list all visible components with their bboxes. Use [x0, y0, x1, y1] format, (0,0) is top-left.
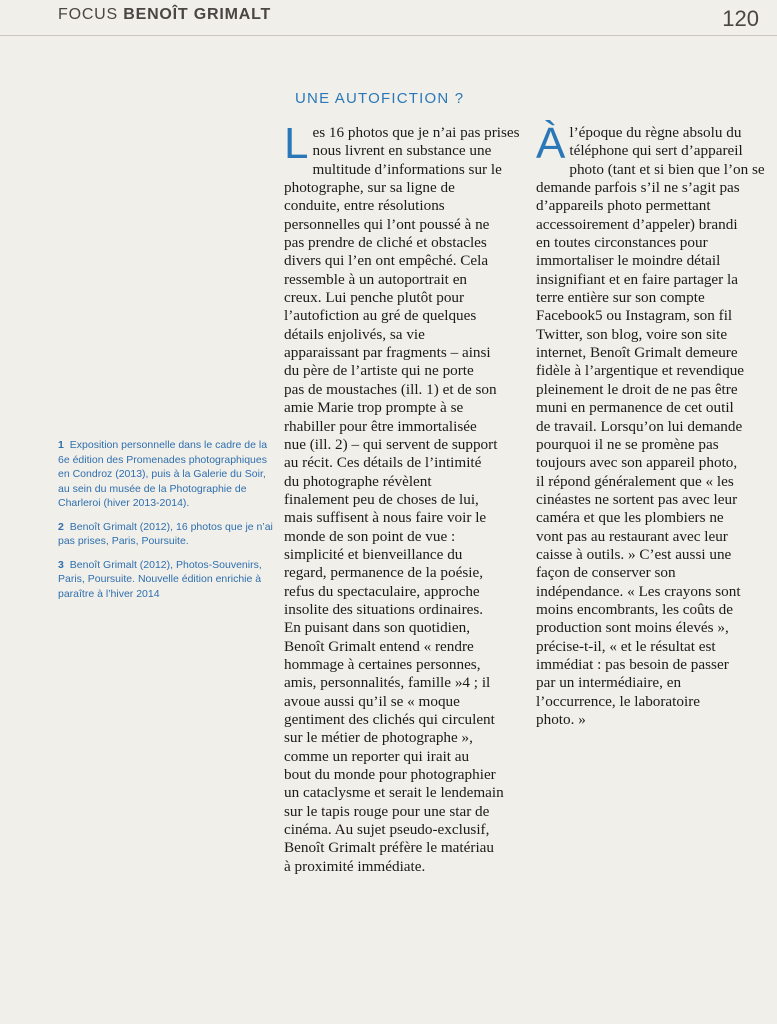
text-line: gentiment des clichés qui circulent	[284, 711, 495, 728]
text-line: comme un reporter qui irait au	[284, 747, 470, 765]
sidenotes	[58, 438, 280, 610]
text-line: creux. Lui penche plutôt pour	[284, 289, 465, 307]
drop-cap: À	[536, 119, 566, 168]
text-line: Benoît Grimalt entend « rendre	[284, 637, 474, 655]
footnote-number: 2	[58, 520, 64, 533]
text-line: conduite, entre résolutions	[284, 197, 445, 215]
text-line: bout du monde pour photographier	[284, 766, 496, 784]
text-line: demande parfois s’il ne s’agit pas	[536, 179, 740, 197]
page-number: 120	[722, 6, 759, 31]
text-line: sur le tapis rouge pour une star de	[284, 802, 490, 820]
text-line: insignifiant et en faire partager la	[536, 270, 738, 288]
text-line: cinéastes ne sortent pas avec leur	[536, 490, 738, 508]
text-line: mais suffisent à nous faire voir le	[284, 509, 487, 527]
text-line: un cataclysme et serait le lendemain	[284, 784, 504, 802]
text-line: d’appareils photo permettant	[536, 197, 711, 215]
text-line: Facebook5 ou Instagram, son fil	[536, 307, 733, 325]
text-line: par un intermédiaire, en	[536, 674, 682, 692]
text-line: avoue aussi qu’il se « moque	[284, 692, 460, 710]
header-name: BENOÎT GRIMALT	[123, 6, 272, 23]
text-line: photo. »	[536, 711, 586, 728]
text-line: es 16 photos que je n’ai pas prises	[312, 124, 520, 141]
text-line: pas prendre de cliché et obstacles	[284, 234, 487, 252]
text-line: photographe, sur sa ligne de	[284, 179, 455, 197]
text-line: refus du spectaculaire, approche	[284, 582, 480, 600]
text-line: toujours avec son appareil photo,	[536, 454, 738, 472]
text-line: regard, permanence de la poésie,	[284, 564, 484, 582]
text-line: précise-t-il, « et le résultat est	[536, 637, 716, 655]
footnote-text: Benoît Grimalt (2012), Photos-Souvenirs, Paris, Poursuite. Nouvelle édition enrichie à paraître à l’hiver 2014	[58, 558, 262, 600]
text-line: façon de conserver son	[536, 564, 676, 582]
drop-cap: L	[284, 119, 309, 168]
text-line: simplicité et bienveillance du	[284, 545, 463, 563]
footnote-2	[58, 520, 280, 549]
text-line: insolite des situations ordinaires.	[284, 600, 484, 618]
text-column-left	[284, 119, 528, 876]
footnote-3	[58, 558, 280, 602]
column-lines	[284, 119, 528, 876]
text-line: Benoît Grimalt préfère le matériau	[284, 839, 494, 857]
text-line: pourquoi il ne se promène pas	[536, 435, 719, 453]
footnote-text: Benoît Grimalt (2012), 16 photos que je n’ai pas prises, Paris, Poursuite.	[58, 520, 273, 547]
text-line: rhabiller pour être immortalisée	[284, 417, 477, 435]
text-line: monde de son point de vue :	[284, 527, 456, 545]
text-line: l’époque du règne absolu du	[569, 124, 742, 141]
text-line: au récit. Ces détails de l’intimité	[284, 454, 482, 472]
text-line: divers qui l’en ont empêché. Cela	[284, 252, 489, 270]
text-line: du père de l’artiste qui ne porte	[284, 362, 474, 380]
header-divider	[0, 35, 777, 36]
text-line: caméra et que les plombiers ne	[536, 509, 724, 527]
text-line: amie Marie trop prompte à se	[284, 399, 464, 417]
text-line: fidèle à l’argentique et revendique	[536, 362, 745, 380]
text-line: il répond généralement que « les	[536, 472, 734, 490]
text-line: de travail. Lorsqu’on lui demande	[536, 417, 743, 435]
text-line: ressemble à un autoportrait en	[284, 270, 468, 288]
text-line: indépendance. « Les crayons sont	[536, 582, 741, 600]
text-line: production sont moins élevés »,	[536, 619, 729, 637]
section-title: UNE AUTOFICTION ?	[295, 90, 465, 107]
text-line: immédiat : pas besoin de passer	[536, 655, 729, 673]
text-line: l’occurrence, le laboratoire	[536, 692, 701, 710]
text-line: caisse à outils. » C’est aussi une	[536, 545, 732, 563]
text-line: En puisant dans son quotidien,	[284, 619, 471, 637]
text-line: muni en permanence de cet outil	[536, 399, 734, 417]
text-line: terre entière sur son compte	[536, 289, 705, 307]
footnote-text: Exposition personnelle dans le cadre de la 6e édition des Promenades photographiques en Condroz (2013), puis à la Galerie du Soir, au sein du musée de la Photographie de Charleroi (hiver 2013-2014).	[58, 439, 268, 509]
footnote-number: 3	[58, 558, 64, 571]
text-line: personnelles qui l’ont poussé à ne	[284, 215, 490, 233]
text-line: pleinement le droit de ne pas être	[536, 380, 738, 398]
footnote-1	[58, 438, 280, 511]
text-line: immortaliser le moindre détail	[536, 252, 721, 270]
text-column-right	[536, 119, 777, 729]
text-line: cinéma. Au sujet pseudo-exclusif,	[284, 821, 490, 839]
text-line: moins encombrants, les coûts de	[536, 600, 733, 618]
text-line: photo (tant et si bien que l’on se	[569, 160, 765, 178]
text-line: multitude d’informations sur le	[312, 160, 502, 178]
text-line: Twitter, son blog, voire son site	[536, 325, 728, 343]
column-lines	[536, 119, 777, 729]
footnote-number: 1	[58, 439, 64, 451]
text-line: finalement peu de choses de lui,	[284, 490, 479, 508]
text-line: sur le métier de photographe »,	[284, 729, 473, 747]
text-line: apparaissant par fragments – ainsi	[284, 344, 491, 362]
text-line: détails enjolivés, sa vie	[284, 325, 425, 343]
text-line: hommage à certaines personnes,	[284, 655, 481, 673]
text-line: nous livrent en substance une	[312, 142, 492, 160]
text-line: à proximité immédiate.	[284, 857, 426, 875]
header-section: FOCUS	[58, 6, 118, 23]
text-line: nue (ill. 2) – qui servent de support	[284, 435, 498, 453]
text-line: vont pas au restaurant avec leur	[536, 527, 728, 545]
text-line: en toutes circonstances pour	[536, 234, 708, 252]
text-line: l’autofiction au gré de quelques	[284, 307, 477, 325]
text-line: du photographe révèlent	[284, 472, 432, 490]
text-line: amis, personnalités, famille »4 ; il	[284, 674, 491, 692]
text-line: téléphone qui sert d’appareil	[569, 142, 743, 160]
text-line: pas de moustaches (ill. 1) et de son	[284, 380, 497, 398]
text-line: internet, Benoît Grimalt demeure	[536, 344, 738, 362]
running-header	[58, 6, 271, 24]
text-line: accessoirement d’appeler) brandi	[536, 215, 738, 233]
